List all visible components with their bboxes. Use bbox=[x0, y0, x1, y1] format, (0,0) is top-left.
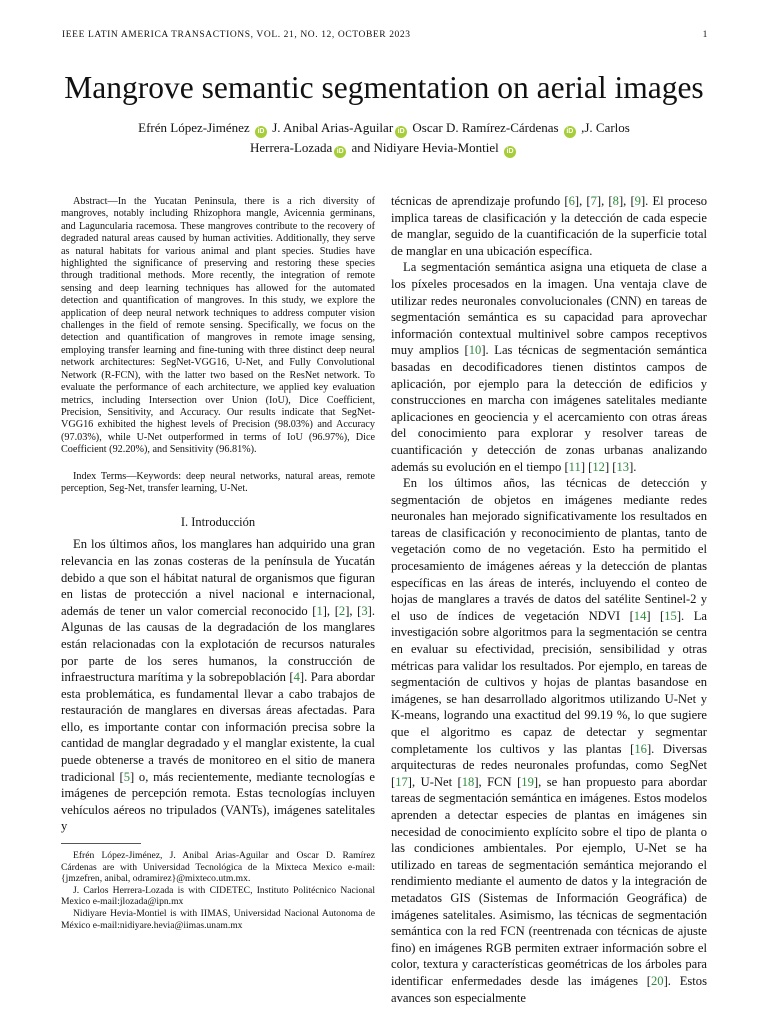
body-paragraph bbox=[391, 193, 707, 259]
body-text: ], [ bbox=[574, 194, 591, 208]
citation-link[interactable]: 15 bbox=[664, 608, 677, 623]
author-list bbox=[60, 118, 708, 158]
body-text: ]. La investigación sobre algoritmos para la segmentación se centra en evaluar su efectividad, precisión, sensibilidad y otras métricas para validar los resultados. Por ejemplo, en tareas de segmentación de cultivos y hojas de plantas basandose en imágenes, se han desarrollado algoritmos utilizando U-Net y K-means, logrando una exactitud del 99.19 %, lo que sugiere que el algoritmo es capaz de detectar y segmentar completamente los cultivos y las plantas [ bbox=[391, 608, 707, 756]
body-text: ] [ bbox=[604, 459, 617, 474]
body-text: técnicas de aprendizaje profundo [ bbox=[391, 194, 569, 208]
abstract: Abstract—In the Yucatan Peninsula, there is a rich diversity of mangroves, notably including Rhizophora mangle, Avicennia germinans, and Laguncularia racemosa. These mangroves contribute to the recovery of degraded natural areas caused by human activities. Additionally, they serve as natural habitats for various animal and plant species. Studies have highlighted the significance of preserving and restoring these species through traditional methods. More recently, the integration of remote sensing and deep learning techniques has allowed for the automated detection and quantification of mangroves. In this study, we explore the application of deep neural network techniques to address computer vision challenges in the field of remote sensing. Specifically, we focus on the detection and quantification of mangroves in remote image sensing, employing transfer learning and fine-tuning with three distinct deep neural network architectures: SegNet-VGG16, U-Net, and Fully Convolutional Network (R-FCN), with the latter two based on the ResNet network. To evaluate the performance of each architecture, we applied key evaluation metrics, including Intersection over Union (IoU), Dice Coefficient, Precision, Sensitivity, and Accuracy. Our results indicate that SegNet-VGG16 exhibited the highest levels of Precision (98.03%) and Accuracy (97.03%), while U-Net outperformed in terms of IoU (96.97%), Dice Coefficient (92.20%), and Sensitivity (96.81%). bbox=[61, 196, 375, 456]
left-column bbox=[61, 196, 375, 931]
footnote: Efrén López-Jiménez, J. Anibal Arias-Aguilar and Oscar D. Ramírez Cárdenas are with Universidad Tecnológica de la Mixteca Mexico e-mail:{jmzefren, anibal, odramirez}@mixteco.utm.mx. bbox=[61, 850, 375, 885]
orcid-icon[interactable]: iD bbox=[395, 126, 407, 138]
intro-paragraph bbox=[61, 536, 375, 835]
body-text: ], se han propuesto para abordar tareas de segmentación semántica en imágenes. Estos modelos aprenden a detectar especies de plantas en imágenes sin necesidad de conocimiento explícito sobre el tipo de planta o las condiciones ambientales. Por ejemplo, U-Net se ha utilizado en tareas de segmentación semántica mejorando el rendimiento mediante el aumento de datos y la integración de metadatos GIS (Sistemas de Información Geográfica) de imágenes satelitales. Asimismo, las técnicas de segmentación semántica con la red FCN (reentrenada con técnicas de ajuste fino) en imágenes RGB permiten extraer información sobre el color, textura y características geométricas de los árboles para identificar enfermedades desde las imágenes [ bbox=[391, 774, 707, 988]
body-text: ] [ bbox=[580, 459, 593, 474]
citation-link[interactable]: 14 bbox=[633, 608, 647, 623]
citation-link[interactable]: 2 bbox=[338, 603, 346, 618]
citation-link[interactable]: 20 bbox=[650, 973, 664, 988]
footnote: J. Carlos Herrera-Lozada is with CIDETEC, Instituto Politécnico Nacional Mexico e-mail:jlozada@ipn.mx bbox=[61, 884, 375, 908]
body-text: ]. bbox=[629, 459, 637, 474]
citation-link[interactable]: 10 bbox=[468, 343, 482, 358]
footnote-divider bbox=[61, 843, 141, 844]
body-paragraph bbox=[391, 475, 707, 1006]
section-heading: I. Introducción bbox=[180, 515, 256, 530]
author-name: ,J. Carlos bbox=[581, 120, 630, 135]
citation-link[interactable]: 19 bbox=[521, 774, 534, 789]
citation-link[interactable]: 3 bbox=[361, 603, 368, 618]
author-name: Herrera-Lozada bbox=[249, 140, 333, 155]
author-name: Nidiyare Hevia-Montiel bbox=[373, 140, 499, 155]
page-number: 1 bbox=[702, 30, 708, 40]
body-text: ], [ bbox=[322, 603, 339, 618]
citation-link[interactable]: 18 bbox=[461, 774, 475, 789]
citation-link[interactable]: 9 bbox=[634, 194, 641, 208]
index-terms: Index Terms—Keywords: deep neural networks, natural areas, remote perception, Seg-Net, transfer learning, U-Net. bbox=[61, 470, 375, 494]
body-text: ] [ bbox=[646, 608, 665, 623]
body-text: En los últimos años, las técnicas de detección y segmentación de objetos en imágenes mediante redes neuronales han mejorado significativamente los resultados en tareas de clasificación y reconocimiento de plantas, tanto de vegetación como de no vegetación. Esto ha permitido el procesamiento de imágenes aéreas y la detección de plantas específicas en las áreas de interés, incluyendo el conteo de hojas de manglares a través de datos del satélite Sentinel-2 y el uso de índices de vegetación NDVI [ bbox=[391, 476, 707, 623]
citation-link[interactable]: 5 bbox=[123, 769, 131, 784]
body-text: ]. El proceso implica tareas de clasificación y la detección de cada especie de manglar, seguido de la cuantificación de la superficie total de manglar en una ubicación específica. bbox=[391, 194, 708, 258]
body-text: ]. Las técnicas de segmentación semántica basadas en decodificadores tienen distintos campos de aplicación, por ejemplo para la detección de edificios y construcciones en marcha con imágenes satelitales mediante aplicaciones en geociencia y el acercamiento con otras áreas del conocimiento para explorar y resolver tareas de cuantificación y detección de zonas urbanas analizando además su evolución en el tiempo [ bbox=[391, 343, 707, 474]
citation-link[interactable]: 1 bbox=[316, 603, 323, 618]
body-text: ], [ bbox=[596, 194, 613, 208]
paper-title: Mangrove semantic segmentation on aerial images bbox=[64, 70, 704, 105]
citation-link[interactable]: 13 bbox=[616, 459, 630, 474]
body-text: ] o, más recientemente, mediante tecnologías e imágenes de percepción remota. Estas tecnologías incluyen vehículos aéreos no tripulados (VANTs), imágenes satelitales y bbox=[61, 769, 375, 834]
author-conjunction: and bbox=[351, 140, 371, 155]
body-text: ], FCN [ bbox=[474, 774, 522, 789]
citation-link[interactable]: 12 bbox=[592, 459, 605, 474]
body-text: ], [ bbox=[618, 194, 635, 208]
author-name: Oscar D. Ramírez-Cárdenas bbox=[412, 120, 559, 135]
journal-info: IEEE LATIN AMERICA TRANSACTIONS, VOL. 21, NO. 12, OCTOBER 2023 bbox=[62, 30, 411, 40]
citation-link[interactable]: 6 bbox=[568, 194, 575, 208]
citation-link[interactable]: 7 bbox=[590, 194, 597, 208]
author-name: J. Anibal Arias-Aguilar bbox=[272, 120, 394, 135]
right-column bbox=[391, 193, 707, 1006]
orcid-icon[interactable]: iD bbox=[255, 126, 267, 138]
body-text: ]. Estos avances son especialmente bbox=[391, 973, 707, 1005]
citation-link[interactable]: 4 bbox=[293, 670, 300, 685]
citation-link[interactable]: 16 bbox=[634, 741, 647, 756]
citation-link[interactable]: 11 bbox=[568, 459, 581, 474]
body-paragraph bbox=[391, 259, 707, 475]
orcid-icon[interactable]: iD bbox=[334, 146, 346, 158]
running-header bbox=[62, 30, 708, 40]
citation-link[interactable]: 17 bbox=[395, 774, 408, 789]
body-text: ]. Diversas arquitecturas de redes neuronales profundas, como SegNet [ bbox=[391, 741, 707, 789]
author-name: Efrén López-Jiménez bbox=[138, 120, 250, 135]
orcid-icon[interactable]: iD bbox=[504, 146, 516, 158]
body-text: ]. Para abordar esta problemática, es fundamental llevar a cabo trabajos de restauración de manglares en diversas áreas afectadas. Para ello, es importante contar con información precisa sobre la cantidad de manglar degradado y el manglar existente, la cual puede obtenerse a través de monitoreo en el sitio de manera tradicional [ bbox=[61, 670, 375, 784]
orcid-icon[interactable]: iD bbox=[564, 126, 576, 138]
citation-link[interactable]: 8 bbox=[612, 194, 619, 208]
body-text: En los últimos años, los manglares han adquirido una gran relevancia en las zonas costeras de la península de Yucatán debido a que son el hábitat natural de organismos que figuran en listas de protección a nivel nacional e internacional, además de tener un valor comercial reconocido [ bbox=[61, 537, 375, 618]
body-text: ], U-Net [ bbox=[407, 774, 462, 789]
body-text: La segmentación semántica asigna una etiqueta de clase a los píxeles procesados en la imagen. Una ventaja clave de utilizar redes neuronales convolucionales (CNN) en tareas de segmentación semántica es su capacidad para aprovechar información contextual multinivel sobre campos receptivos muy amplios [ bbox=[391, 260, 707, 358]
body-text: ]. Algunas de las causas de la degradación de los manglares están relacionadas con la explotación de recursos naturales por parte de los seres humanos, la construcción de infraestructura marítima y la sobrepoblación [ bbox=[61, 603, 376, 685]
footnote: Nidiyare Hevia-Montiel is with IIMAS, Universidad Nacional Autonoma de México e-mail:nidiyare.hevia@iimas.unam.mx bbox=[61, 908, 375, 931]
body-text: ], [ bbox=[345, 603, 362, 618]
